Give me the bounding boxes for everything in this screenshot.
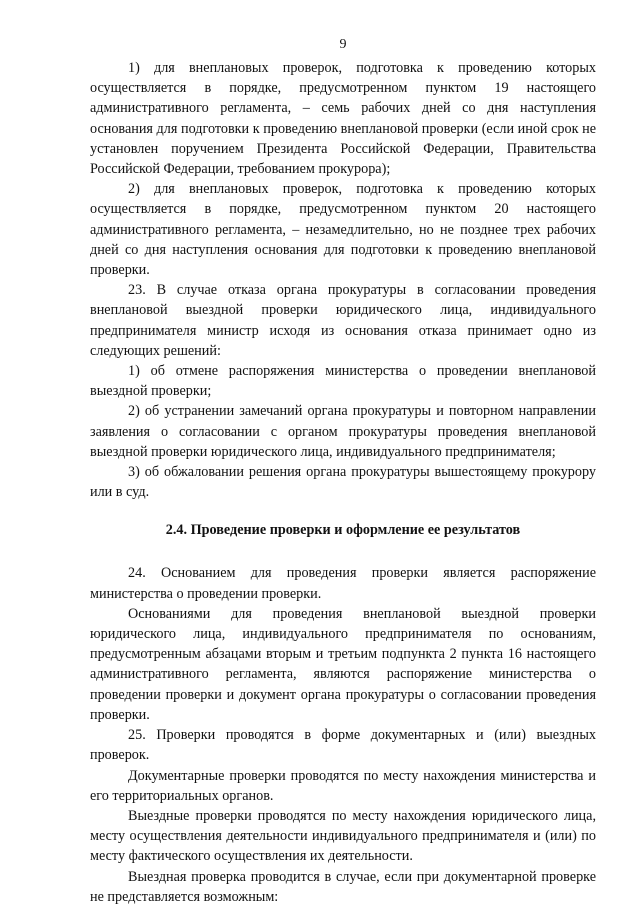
paragraph-item-1-deadline: 1) для внеплановых проверок, подготовка к проведению которых осуществляется в порядке, предусмотренном пунктом 19 настоящего административного регламента, – семь рабочих дней со дня наступления основания для подготовки к проведению внеплановой проверки (если иной срок не установлен поручением Президента Российской Федерации, Правительства Российской Федерации, требованием прокурора); [90, 60, 596, 178]
paragraph-grounds: Основаниями для проведения внеплановой выездной проверки юридического лица, индивидуального предпринимателя по основаниям, предусмотренным абзацами вторым и третьим подпункта 2 пункта 16 настоящего административного регламента, являются распоряжение министерства о проведении проверки и документ органа прокуратуры о согласовании проведения проверки. [90, 605, 596, 723]
paragraph-decision-3: 3) об обжаловании решения органа прокуратуры вышестоящему прокурору или в суд. [90, 464, 596, 501]
paragraph-clause-24: 24. Основанием для проведения проверки является распоряжение министерства о проведении проверки. [90, 565, 596, 602]
paragraph-documentary-checks: Документарные проверки проводятся по месту нахождения министерства и его территориальных органов. [90, 767, 596, 804]
paragraph-clause-23: 23. В случае отказа органа прокуратуры в согласовании проведения внеплановой выездной проверки юридического лица, индивидуального предпринимателя министр исходя из основания отказа принимает одно из следующих решений: [90, 282, 596, 359]
paragraph-field-checks: Выездные проверки проводятся по месту нахождения юридического лица, месту осуществления деятельности индивидуального предпринимателя и (или) по месту фактического осуществления их деятельности. [90, 807, 596, 865]
section-heading: 2.4. Проведение проверки и оформление ее результатов [165, 522, 521, 539]
page-number: 9 [339, 37, 347, 52]
paragraph-decision-2: 2) об устранении замечаний органа прокуратуры и повторном направлении заявления о согласовании с органом прокуратуры проведения внеплановой выездной проверки юридического лица, индивидуального предпринимателя; [90, 403, 596, 460]
paragraph-decision-1: 1) об отмене распоряжения министерства о проведении внеплановой выездной проверки; [90, 363, 596, 400]
paragraph-clause-25: 25. Проверки проводятся в форме документарных и (или) выездных проверок. [90, 727, 596, 764]
paragraph-field-check-conditions: Выездная проверка проводится в случае, если при документарной проверке не представляется возможным: [90, 868, 596, 905]
document-page [90, 36, 596, 907]
paragraph-item-2-deadline: 2) для внеплановых проверок, подготовка к проведению которых осуществляется в порядке, предусмотренном пунктом 20 настоящего административного регламента, – незамедлительно, но не позднее трех рабочих дней со дня наступления основания для подготовки к проведению внеплановой проверки. [90, 181, 596, 279]
